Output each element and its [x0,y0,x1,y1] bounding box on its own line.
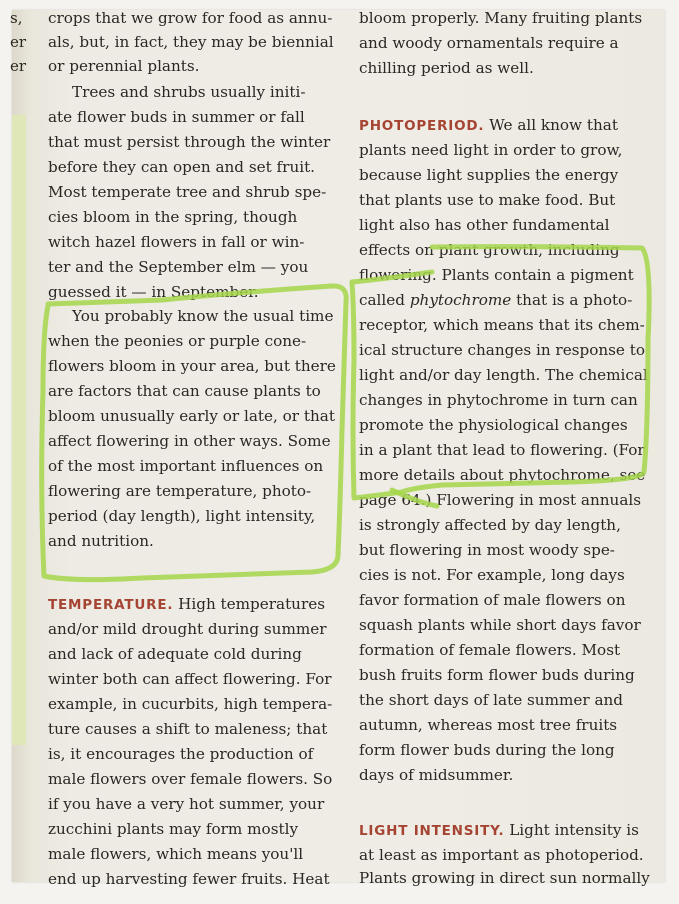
text-line: when the peonies or purple cone- [48,332,307,350]
text-line: guessed it — in September. [48,283,259,301]
text-line: the short days of late summer and [359,691,624,709]
section-heading-light-intensity: LIGHT INTENSITY. [359,823,505,839]
text-line: more details about phytochrome, see [359,466,646,484]
text-line: light also has other fundamental [359,216,610,234]
text-line: form flower buds during the long [359,741,615,759]
text-line: flowering are temperature, photo- [48,482,312,500]
text-line: ate flower buds in summer or fall [48,108,305,126]
phytochrome-line [359,288,632,312]
text-line: but flowering in most woody spe- [359,541,615,559]
text-line: is strongly affected by day length, [359,516,621,534]
text-line: and woody ornamentals require a [359,34,619,52]
text-line: before they can open and set fruit. [48,158,316,176]
text-line: and nutrition. [48,532,154,550]
text-line: are factors that can cause plants to [48,382,321,400]
text-line: promote the physiological changes [359,416,628,434]
text-line: zucchini plants may form mostly [48,820,299,838]
text-line: plants need light in order to grow, [359,141,623,159]
gutter-shadow [12,115,26,745]
text-line: or perennial plants. [48,57,200,75]
text-line: light and/or day length. The chemical [359,366,648,384]
text-line: chilling period as well. [359,59,534,77]
text-line: crops that we grow for food as annu- [48,9,333,27]
text-line: squash plants while short days favor [359,616,641,634]
text-line: male flowers over female flowers. So [48,770,333,788]
text-line: affect flowering in other ways. Some [48,432,331,450]
section-heading-photoperiod: PHOTOPERIOD. [359,118,485,134]
text-line: is, it encourages the production of [48,745,314,763]
margin-fragment: s, [10,9,23,27]
text-line: male flowers, which means you'll [48,845,304,863]
text-line: that must persist through the winter [48,133,331,151]
text-line: bush fruits form flower buds during [359,666,635,684]
term-phytochrome: phytochrome [409,291,512,309]
text-line: cies bloom in the spring, though [48,208,298,226]
section-heading-temperature: TEMPERATURE. [48,597,174,613]
light-intensity-line [359,818,639,843]
text-line: cies is not. For example, long days [359,566,625,584]
text-line: favor formation of male flowers on [359,591,626,609]
text-line: ical structure changes in response to [359,341,645,359]
text-line: ture causes a shift to maleness; that [48,720,328,738]
book-page [10,9,665,888]
text-line: that plants use to make food. But [359,191,616,209]
text-line: and lack of adequate cold during [48,645,302,663]
text-line: You probably know the usual time [72,307,334,325]
temperature-line [48,592,325,617]
text-fragment: High temperatures [173,595,326,613]
margin-fragment: er [10,33,27,51]
text-line: if you have a very hot summer, your [48,795,325,813]
text-line: witch hazel flowers in fall or win- [48,233,305,251]
text-line: ter and the September elm — you [48,258,309,276]
text-line: page 64.) Flowering in most annuals [359,491,642,509]
text-line: effects on plant growth, including [359,241,620,259]
text-line: bloom unusually early or late, or that [48,407,335,425]
text-line: receptor, which means that its chem- [359,316,645,334]
text-line: formation of female flowers. Most [359,641,621,659]
text-line: example, in cucurbits, high tempera- [48,695,333,713]
text-line: period (day length), light intensity, [48,507,316,525]
text-fragment: We all know that [484,116,618,134]
text-line: in a plant that lead to flowering. (For [359,441,645,459]
text-line: Trees and shrubs usually initi- [72,83,306,101]
text-line: at least as important as photoperiod. [359,846,644,864]
text-line: flowering. Plants contain a pigment [359,266,634,284]
text-line: winter both can affect flowering. For [48,670,332,688]
text-fragment: called [359,291,410,309]
photoperiod-line [359,113,618,138]
text-line: flowers bloom in your area, but there [48,357,336,375]
margin-fragment: er [10,57,27,75]
text-line: bloom properly. Many fruiting plants [359,9,643,27]
text-line: autumn, whereas most tree fruits [359,716,618,734]
text-line: als, but, in fact, they may be biennial [48,33,334,51]
text-line: end up harvesting fewer fruits. Heat [48,870,330,888]
text-line: changes in phytochrome in turn can [359,391,638,409]
text-fragment: that is a photo- [511,291,633,309]
text-line: days of midsummer. [359,766,514,784]
text-line: and/or mild drought during summer [48,620,327,638]
text-line: because light supplies the energy [359,166,619,184]
text-line: of the most important influences on [48,457,324,475]
text-fragment: Light intensity is [504,821,639,839]
text-line: Plants growing in direct sun normally [359,869,650,887]
text-line: Most temperate tree and shrub spe- [48,183,327,201]
